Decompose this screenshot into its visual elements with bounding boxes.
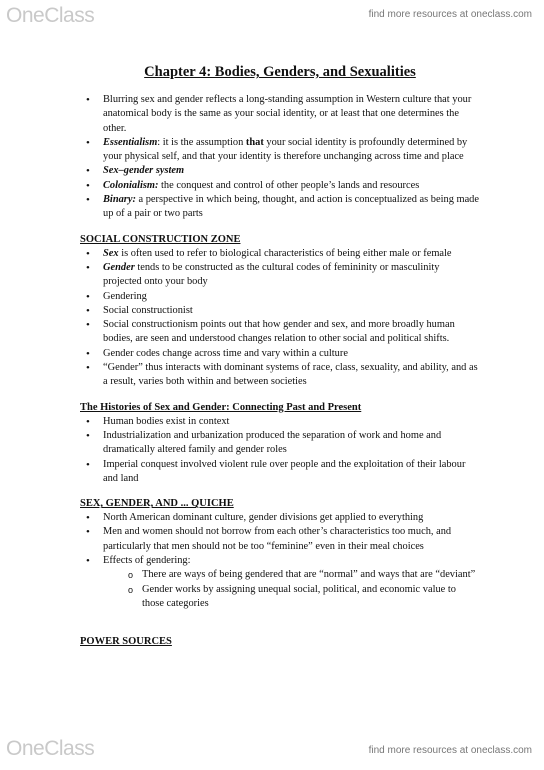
item-text: Social constructionism points out that how gender and sex, and more broadly human bodies, are seen and understood changes relation to other social and political shifts. — [103, 319, 455, 345]
item-text: a perspective in which being, thought, and action is conceptualized as being made up of a pair or two parts — [103, 194, 479, 220]
sub-list-item: o There are ways of being gendered that are “normal” and ways that are “deviant” — [80, 568, 480, 582]
section-power-sources — [80, 635, 480, 649]
item-text: your social identity is profoundly determined by your physical self, and that your identity is therefore unchanging across time and place — [103, 136, 468, 163]
item-text: Social constructionist — [103, 304, 193, 316]
term: Essentialism — [103, 136, 158, 148]
item-text: “Gender” thus interacts with dominant systems of race, class, sexuality, and ability, and as a result, varies both within and between societies — [103, 362, 478, 388]
section-quiche — [80, 497, 480, 611]
term: Colonialism: — [103, 179, 159, 191]
list-item: • Human bodies exist in context — [80, 415, 480, 429]
list-item — [80, 93, 480, 136]
section-heading: SOCIAL CONSTRUCTION ZONE — [80, 233, 241, 245]
list-item: • Imperial conquest involved violent rule over people and the exploitation of their labour and land — [80, 458, 480, 487]
item-text: : it is the assumption — [157, 136, 246, 148]
item-text: tends to be constructed as the cultural codes of femininity or masculinity projected onto your body — [103, 261, 440, 288]
page-title: Chapter 4: Bodies, Genders, and Sexualities — [144, 64, 416, 80]
list-item — [80, 179, 480, 193]
term: Sex — [103, 247, 119, 259]
term: Sex–gender system — [103, 165, 185, 177]
section-heading: POWER SOURCES — [80, 636, 172, 648]
list-item: • Industrialization and urbanization produced the separation of work and home and dramatically altered family and gender roles — [80, 429, 480, 458]
list-item: • Effects of gendering: — [80, 554, 480, 568]
item-text: Gender codes change across time and vary within a culture — [103, 347, 348, 359]
oneclass-logo-footer: OneClass — [6, 737, 95, 760]
list-item: • Men and women should not borrow from each other’s characteristics too much, and particularly that men should not be too “feminine” even in their meal choices — [80, 525, 480, 554]
promo-link-footer[interactable]: find more resources at oneclass.com — [368, 745, 532, 756]
term: Binary: — [103, 194, 136, 206]
term: Gender — [103, 261, 135, 273]
sub-list-item: o Gender works by assigning unequal social, political, and economic value to those categories — [80, 583, 480, 612]
list-item — [80, 136, 480, 165]
list-item — [80, 361, 480, 390]
list-item — [80, 193, 480, 222]
list-item — [80, 304, 480, 318]
list-item — [80, 164, 480, 178]
intro-list — [80, 93, 480, 222]
promo-link[interactable]: find more resources at oneclass.com — [368, 9, 532, 20]
item-text: Gendering — [103, 290, 147, 302]
list-item — [80, 347, 480, 361]
list-item — [80, 261, 480, 290]
emphasis: that — [245, 136, 264, 148]
item-text: is often used to refer to biological characteristics of being either male or female — [118, 247, 452, 259]
list-item — [80, 318, 480, 347]
list-item — [80, 247, 480, 261]
section-social-construction — [80, 233, 480, 390]
list-item — [80, 290, 480, 304]
list-item: • North American dominant culture, gender divisions get applied to everything — [80, 511, 480, 525]
section-histories — [80, 401, 480, 486]
item-text: the conquest and control of other people’s lands and resources — [158, 179, 420, 191]
section-heading: SEX, GENDER, AND ... QUICHE — [80, 498, 234, 510]
document-page — [80, 63, 480, 649]
section-heading: The Histories of Sex and Gender: Connecting Past and Present — [80, 401, 362, 413]
item-text: Blurring sex and gender reflects a long-standing assumption in Western culture that your anatomical body is the same as your social identity, or at least that one determines the other. — [103, 94, 472, 134]
oneclass-logo: OneClass — [6, 4, 95, 27]
